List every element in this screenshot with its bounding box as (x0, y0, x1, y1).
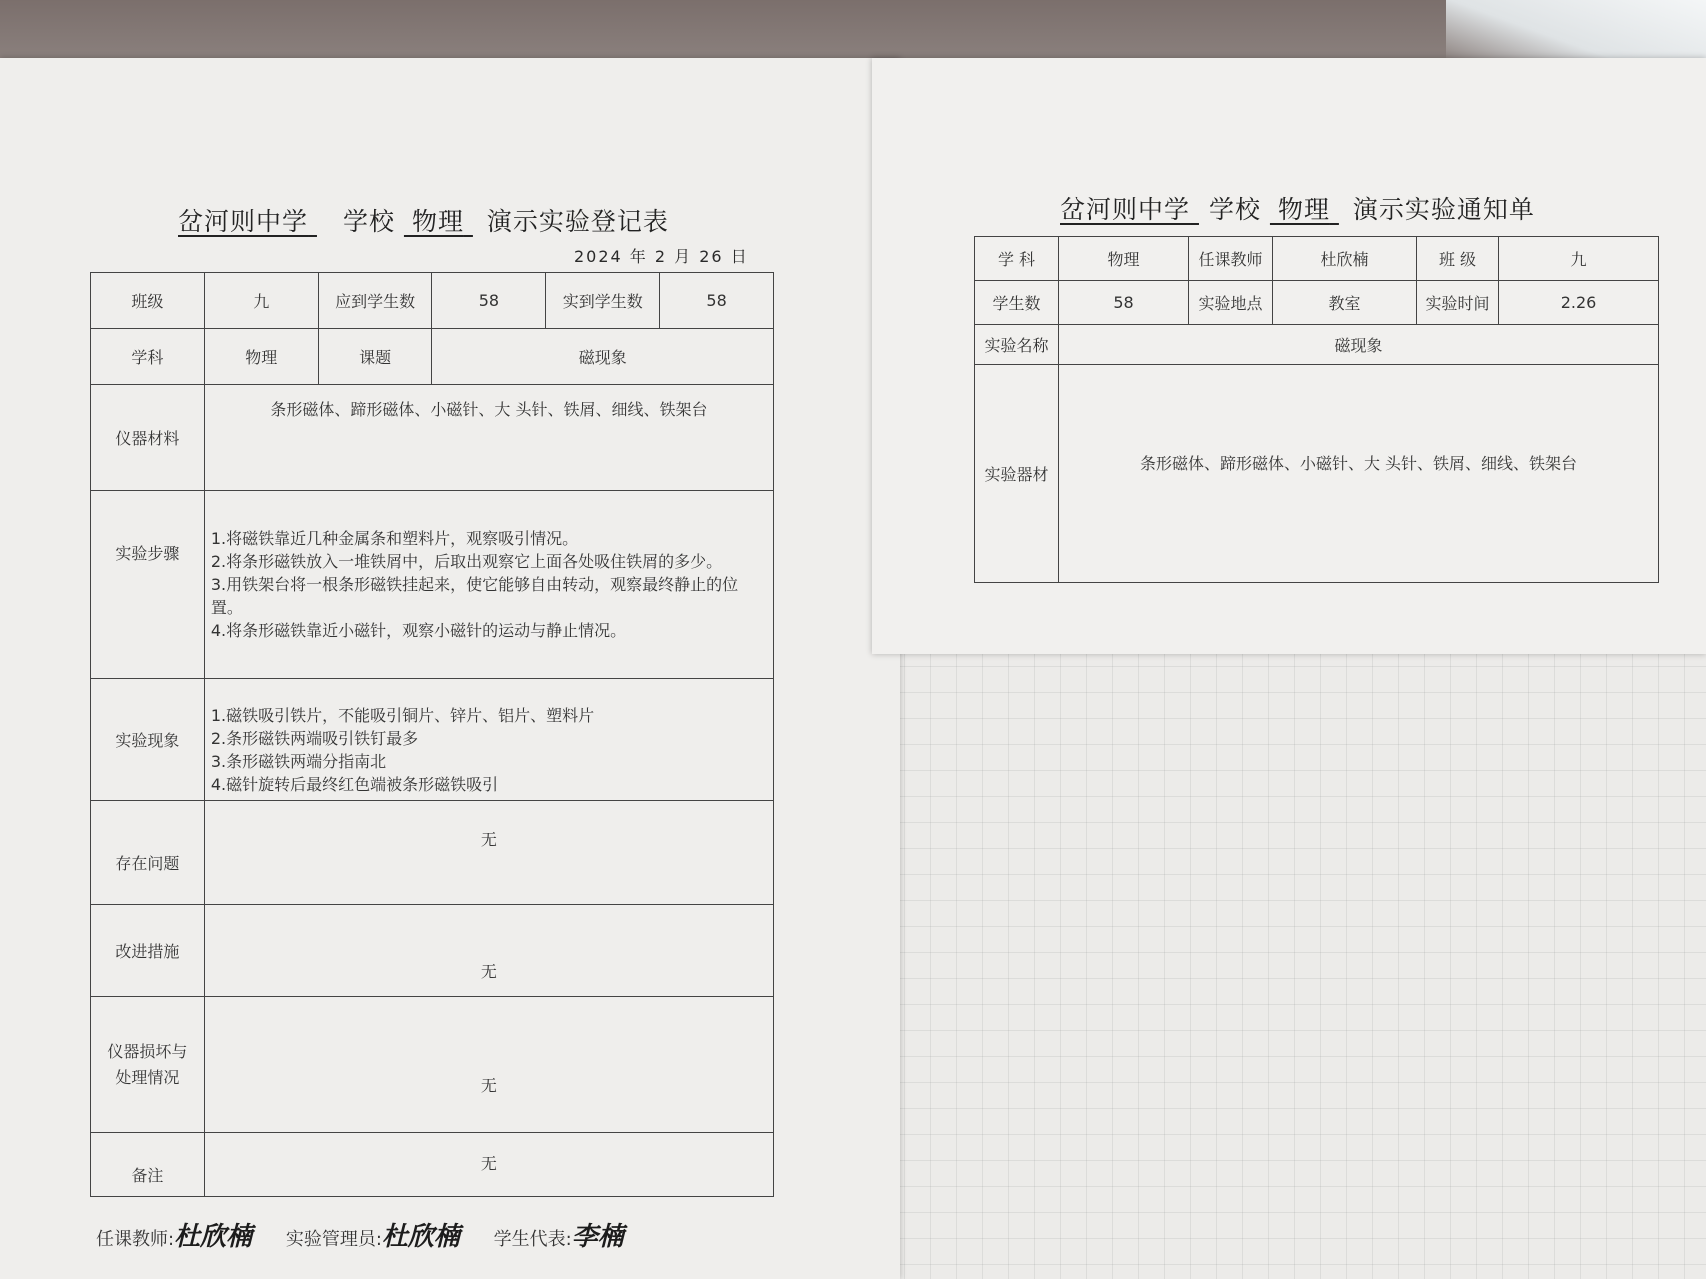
location-label: 实验地点 (1189, 281, 1273, 325)
equipment-label: 实验器材 (975, 365, 1059, 583)
equipment-value: 条形磁体、蹄形磁体、小磁针、大 头针、铁屑、细线、铁架台 (1059, 365, 1659, 583)
title-form-name: 演示实验通知单 (1352, 195, 1535, 224)
table-row (975, 325, 1659, 365)
experiment-name-value: 磁现象 (1059, 325, 1659, 365)
class-value: 九 (1499, 237, 1659, 281)
expected-students-value: 58 (432, 273, 546, 329)
materials-value: 条形磁体、蹄形磁体、小磁针、大 头针、铁屑、细线、铁架台 (204, 385, 773, 491)
table-row (91, 385, 774, 491)
phenomenon-item: 2.条形磁铁两端吸引铁钉最多 (210, 728, 419, 748)
class-label: 班 级 (1417, 237, 1499, 281)
table-row (91, 997, 774, 1133)
title-subject: 物理 (411, 207, 464, 236)
topic-value: 磁现象 (432, 329, 774, 385)
time-value: 2.26 (1499, 281, 1659, 325)
teacher-label: 任课教师 (1189, 237, 1273, 281)
phenomena-label: 实验现象 (91, 679, 205, 801)
step-item: 1.将磁铁靠近几种金属条和塑料片，观察吸引情况。 (210, 529, 579, 548)
subject-value: 物理 (204, 329, 318, 385)
damage-label-line: 处理情况 (115, 1067, 180, 1087)
grid-paper-sheet (878, 640, 1706, 1279)
step-item: 3.用铁架台将一根条形磁铁挂起来，使它能够自由转动，观察最终静止的位置。 (210, 575, 739, 617)
subject-value: 物理 (1059, 237, 1189, 281)
registration-form-title (178, 202, 669, 238)
teacher-value: 杜欣楠 (1273, 237, 1417, 281)
table-row (91, 801, 774, 905)
phenomenon-item: 1.磁铁吸引铁片，不能吸引铜片、锌片、铝片、塑料片 (210, 705, 595, 725)
signature-footer (96, 1216, 624, 1253)
steps-list (204, 491, 773, 679)
improvements-label: 改进措施 (91, 905, 205, 997)
title-subject: 物理 (1277, 195, 1330, 224)
notification-form-title (1060, 190, 1535, 226)
teacher-sign-label: 任课教师: (96, 1229, 175, 1250)
table-row (975, 237, 1659, 281)
actual-students-value: 58 (660, 273, 774, 329)
problems-value: 无 (204, 801, 773, 905)
title-school: 岔河则中学 (1060, 195, 1191, 224)
table-row (91, 273, 774, 329)
admin-sign-label: 实验管理员: (285, 1229, 382, 1250)
teacher-signature: 杜欣楠 (174, 1222, 253, 1252)
materials-label: 仪器材料 (91, 385, 205, 491)
class-value: 九 (204, 273, 318, 329)
title-form-name: 演示实验登记表 (486, 207, 669, 236)
title-school-suffix: 学校 (342, 207, 395, 236)
topic-label: 课题 (318, 329, 432, 385)
remarks-label: 备注 (91, 1133, 205, 1197)
title-school: 岔河则中学 (178, 207, 309, 236)
actual-students-label: 实到学生数 (546, 273, 660, 329)
table-row (91, 905, 774, 997)
table-row (975, 365, 1659, 583)
table-row (91, 679, 774, 801)
step-item: 2.将条形磁铁放入一堆铁屑中，后取出观察它上面各处吸住铁屑的多少。 (210, 552, 723, 571)
steps-label: 实验步骤 (91, 491, 205, 679)
subject-label: 学科 (91, 329, 205, 385)
remarks-value: 无 (204, 1133, 773, 1197)
phenomenon-item: 4.磁针旋转后最终红色端被条形磁铁吸引 (210, 774, 499, 794)
students-value: 58 (1059, 281, 1189, 325)
damage-value: 无 (204, 997, 773, 1133)
table-row (91, 329, 774, 385)
damage-label (91, 997, 205, 1133)
phenomenon-item: 3.条形磁铁两端分指南北 (210, 751, 387, 771)
student-signature: 李楠 (571, 1222, 624, 1252)
subject-label: 学 科 (975, 237, 1059, 281)
class-label: 班级 (91, 273, 205, 329)
admin-signature: 杜欣楠 (381, 1222, 460, 1252)
form-date: 2024 年 2 月 26 日 (574, 247, 749, 266)
registration-table (90, 272, 774, 1197)
table-row (975, 281, 1659, 325)
expected-students-label: 应到学生数 (318, 273, 432, 329)
problems-label: 存在问题 (91, 801, 205, 905)
time-label: 实验时间 (1417, 281, 1499, 325)
table-row (91, 1133, 774, 1197)
improvements-value: 无 (204, 905, 773, 997)
damage-label-line: 仪器损坏与 (107, 1041, 188, 1061)
table-row (91, 491, 774, 679)
notification-table (974, 236, 1659, 583)
student-sign-label: 学生代表: (493, 1229, 572, 1250)
phenomena-list (204, 679, 773, 801)
location-value: 教室 (1273, 281, 1417, 325)
students-label: 学生数 (975, 281, 1059, 325)
desk-corner (1446, 0, 1706, 60)
step-item: 4.将条形磁铁靠近小磁针，观察小磁针的运动与静止情况。 (210, 621, 627, 640)
experiment-name-label: 实验名称 (975, 325, 1059, 365)
title-school-suffix: 学校 (1208, 195, 1261, 224)
